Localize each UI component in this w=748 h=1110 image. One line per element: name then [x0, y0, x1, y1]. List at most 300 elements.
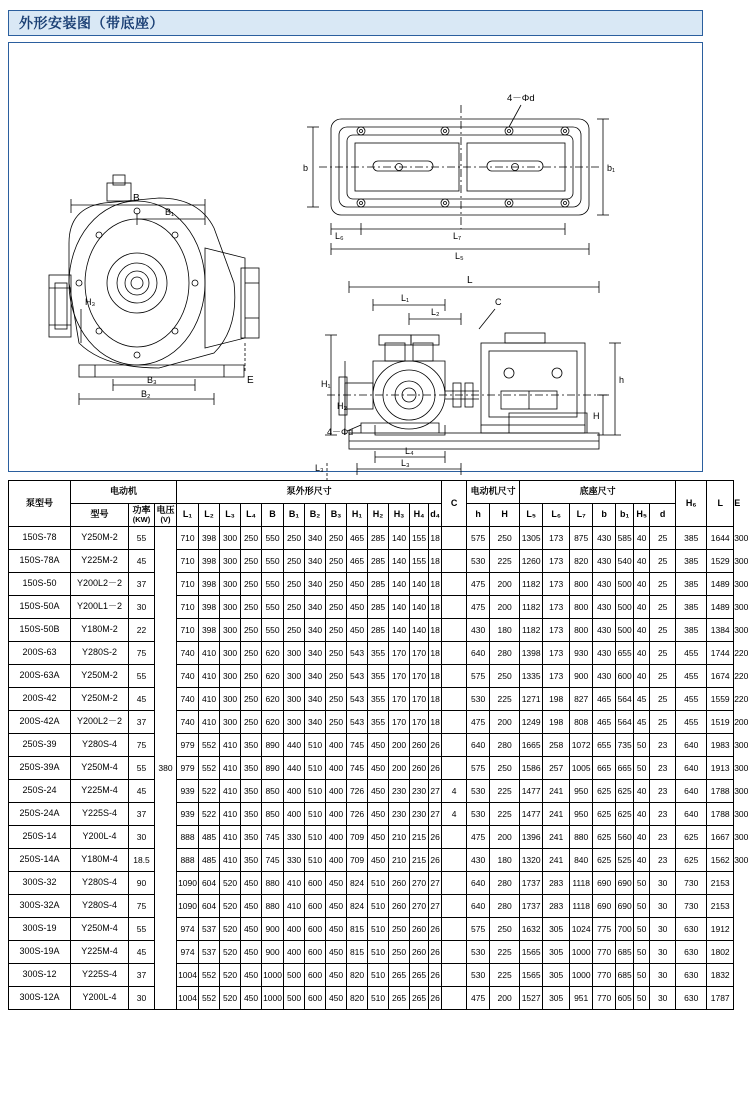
- cell-B2: 600: [305, 964, 326, 987]
- cell-H2: 510: [368, 941, 389, 964]
- cell-B2: 510: [305, 803, 326, 826]
- cell-L1: 710: [177, 527, 199, 550]
- cell-L4: 450: [241, 987, 262, 1010]
- svg-text:L₁: L₁: [401, 293, 410, 303]
- table-row: 200S-42A Y200L2－2 37 740 410 300 250 620 300 340 250 543 355 170 170 18 475 200 1249 198 808 465 564 45 25 455 1519 200: [9, 711, 734, 734]
- cell-h: 530: [467, 803, 490, 826]
- cell-L2: 410: [199, 642, 220, 665]
- th-h6: H₆: [676, 481, 707, 527]
- th-b: b: [593, 504, 616, 527]
- cell-H6: 455: [676, 711, 707, 734]
- cell-L7: 900: [570, 665, 593, 688]
- cell-L: 1788: [707, 780, 734, 803]
- th-L6: L₆: [543, 504, 570, 527]
- cell-B1: 400: [284, 918, 305, 941]
- svg-text:b₁: b₁: [607, 163, 616, 173]
- cell-power: 75: [129, 734, 155, 757]
- cell-L5: 1665: [520, 734, 543, 757]
- cell-H4: 265: [410, 987, 429, 1010]
- cell-b: 465: [593, 711, 616, 734]
- cell-B2: 340: [305, 573, 326, 596]
- table-row: [9, 964, 734, 987]
- cell-pump-model: 150S-78: [9, 527, 71, 550]
- cell-pump-model: 250S-24: [9, 780, 71, 803]
- cell-H1: 450: [347, 619, 368, 642]
- cell-B3: 450: [326, 872, 347, 895]
- cell-L3: 410: [220, 734, 241, 757]
- cell-d: 25: [650, 619, 676, 642]
- cell-C: [442, 550, 467, 573]
- cell-motor-model: Y200L2－2: [71, 711, 129, 734]
- cell-B: 620: [262, 665, 284, 688]
- cell-H2: 450: [368, 826, 389, 849]
- table-row: 200S-42 Y250M-2 45 740 410 300 250 620 300 340 250 543 355 170 170 18 530 225 1271 198 827 465 564 45 25 455 1559 220: [9, 688, 734, 711]
- cell-H2: 285: [368, 550, 389, 573]
- cell-L6: 173: [543, 596, 570, 619]
- cell-H4: 230: [410, 803, 429, 826]
- cell-L6: 173: [543, 619, 570, 642]
- cell-B: 745: [262, 826, 284, 849]
- cell-B2: 600: [305, 872, 326, 895]
- cell-motor-model: Y200L-4: [71, 826, 129, 849]
- cell-H5: 40: [634, 849, 650, 872]
- cell-B2: 510: [305, 849, 326, 872]
- cell-L4: 250: [241, 642, 262, 665]
- cell-L1: 710: [177, 550, 199, 573]
- cell-L6: 173: [543, 642, 570, 665]
- svg-text:4－Φd: 4－Φd: [327, 427, 354, 437]
- cell-pump-model: 300S-12A: [9, 987, 71, 1010]
- cell-L6: 173: [543, 527, 570, 550]
- cell-L1: 974: [177, 941, 199, 964]
- cell-L2: 410: [199, 665, 220, 688]
- cell-H5: 50: [634, 964, 650, 987]
- cell-pump-model: 200S-42A: [9, 711, 71, 734]
- cell-H: 200: [490, 826, 520, 849]
- cell-H5: 50: [634, 734, 650, 757]
- cell-h: 640: [467, 895, 490, 918]
- cell-d4: 18: [429, 711, 442, 734]
- cell-B1: 440: [284, 757, 305, 780]
- cell-L7: 1072: [570, 734, 593, 757]
- cell-H: 225: [490, 550, 520, 573]
- cell-L5: 1527: [520, 987, 543, 1010]
- cell-power: 30: [129, 987, 155, 1010]
- cell-L5: 1565: [520, 941, 543, 964]
- cell-H: 200: [490, 596, 520, 619]
- cell-L: 1644: [707, 527, 734, 550]
- cell-B3: 450: [326, 964, 347, 987]
- cell-H6: 730: [676, 872, 707, 895]
- cell-d: 25: [650, 573, 676, 596]
- svg-text:H: H: [593, 411, 600, 421]
- cell-L7: 1024: [570, 918, 593, 941]
- th-d4: d₄: [429, 504, 442, 527]
- cell-L1: 710: [177, 596, 199, 619]
- th-B: B: [262, 504, 284, 527]
- cell-L7: 1118: [570, 895, 593, 918]
- cell-b1: 540: [616, 550, 634, 573]
- cell-L: 1802: [707, 941, 734, 964]
- cell-B1: 500: [284, 964, 305, 987]
- cell-H2: 285: [368, 527, 389, 550]
- cell-power: 18.5: [129, 849, 155, 872]
- cell-b: 625: [593, 780, 616, 803]
- cell-h: 475: [467, 573, 490, 596]
- cell-d: 25: [650, 642, 676, 665]
- cell-H2: 285: [368, 573, 389, 596]
- cell-C: [442, 527, 467, 550]
- cell-B2: 510: [305, 757, 326, 780]
- cell-motor-model: Y280S-4: [71, 734, 129, 757]
- cell-d: 23: [650, 849, 676, 872]
- cell-H5: 40: [634, 550, 650, 573]
- cell-power: 75: [129, 895, 155, 918]
- cell-H3: 250: [389, 941, 410, 964]
- cell-H: 225: [490, 941, 520, 964]
- cell-L4: 350: [241, 803, 262, 826]
- cell-L7: 808: [570, 711, 593, 734]
- cell-L5: 1477: [520, 803, 543, 826]
- cell-d4: 27: [429, 872, 442, 895]
- cell-b: 430: [593, 642, 616, 665]
- cell-H6: 640: [676, 757, 707, 780]
- cell-B1: 300: [284, 642, 305, 665]
- cell-H4: 260: [410, 734, 429, 757]
- th-B3: B₃: [326, 504, 347, 527]
- cell-B3: 250: [326, 596, 347, 619]
- cell-H4: 170: [410, 642, 429, 665]
- cell-L7: 880: [570, 826, 593, 849]
- cell-L: 1913: [707, 757, 734, 780]
- cell-L5: 1335: [520, 665, 543, 688]
- cell-L6: 305: [543, 941, 570, 964]
- cell-H: 250: [490, 918, 520, 941]
- cell-C: [442, 596, 467, 619]
- cell-H6: 385: [676, 596, 707, 619]
- spec-table-wrap: [8, 480, 748, 1010]
- cell-b1: 564: [616, 688, 634, 711]
- cell-H1: 543: [347, 665, 368, 688]
- cell-B3: 400: [326, 734, 347, 757]
- cell-H2: 510: [368, 872, 389, 895]
- cell-B2: 340: [305, 550, 326, 573]
- cell-motor-model: Y225M-2: [71, 550, 129, 573]
- cell-d4: 18: [429, 573, 442, 596]
- cell-H: 180: [490, 619, 520, 642]
- th-B2: B₂: [305, 504, 326, 527]
- cell-B1: 250: [284, 527, 305, 550]
- cell-H4: 270: [410, 895, 429, 918]
- cell-b1: 500: [616, 596, 634, 619]
- cell-pump-model: 300S-32: [9, 872, 71, 895]
- cell-motor-model: Y180M-4: [71, 849, 129, 872]
- cell-L2: 552: [199, 757, 220, 780]
- cell-motor-model: Y225S-4: [71, 964, 129, 987]
- cell-B: 890: [262, 734, 284, 757]
- cell-b: 770: [593, 987, 616, 1010]
- cell-motor-model: Y250M-4: [71, 918, 129, 941]
- cell-b: 690: [593, 872, 616, 895]
- cell-L5: 1477: [520, 780, 543, 803]
- cell-L2: 522: [199, 780, 220, 803]
- cell-pump-model: 250S-24A: [9, 803, 71, 826]
- cell-H4: 140: [410, 596, 429, 619]
- cell-B2: 340: [305, 642, 326, 665]
- cell-H5: 40: [634, 803, 650, 826]
- cell-L3: 300: [220, 527, 241, 550]
- cell-L: 1744: [707, 642, 734, 665]
- cell-H2: 450: [368, 803, 389, 826]
- cell-B1: 410: [284, 895, 305, 918]
- cell-L1: 979: [177, 734, 199, 757]
- cell-B1: 250: [284, 596, 305, 619]
- cell-motor-model: Y250M-2: [71, 527, 129, 550]
- cell-B3: 450: [326, 941, 347, 964]
- cell-d: 30: [650, 895, 676, 918]
- cell-H3: 200: [389, 734, 410, 757]
- cell-B1: 410: [284, 872, 305, 895]
- cell-H4: 260: [410, 757, 429, 780]
- cell-L7: 1000: [570, 964, 593, 987]
- cell-L: 1674: [707, 665, 734, 688]
- cell-motor-model: Y250M-2: [71, 665, 129, 688]
- page-title-bar: [8, 10, 703, 36]
- cell-H6: 625: [676, 826, 707, 849]
- cell-L5: 1565: [520, 964, 543, 987]
- table-row: 250S-39 Y280S-4 75 979 552 410 350 890 440 510 400 745 450 200 260 26 640 280 1665 258 1072 655 735 50 23 640 1983 300: [9, 734, 734, 757]
- cell-L5: 1398: [520, 642, 543, 665]
- cell-pump-model: 150S-78A: [9, 550, 71, 573]
- cell-L3: 410: [220, 826, 241, 849]
- cell-B: 1000: [262, 987, 284, 1010]
- cell-L7: 950: [570, 780, 593, 803]
- cell-L1: 740: [177, 642, 199, 665]
- cell-b1: 690: [616, 895, 634, 918]
- cell-b: 775: [593, 918, 616, 941]
- cell-power: 30: [129, 826, 155, 849]
- cell-H3: 230: [389, 780, 410, 803]
- cell-b1: 560: [616, 826, 634, 849]
- th-d: d: [650, 504, 676, 527]
- cell-H2: 355: [368, 711, 389, 734]
- svg-text:L₃: L₃: [315, 463, 324, 473]
- cell-H5: 40: [634, 665, 650, 688]
- cell-h: 530: [467, 941, 490, 964]
- cell-H3: 210: [389, 826, 410, 849]
- cell-H6: 640: [676, 780, 707, 803]
- cell-L3: 410: [220, 849, 241, 872]
- cell-H1: 543: [347, 642, 368, 665]
- cell-L3: 300: [220, 573, 241, 596]
- cell-b: 430: [593, 573, 616, 596]
- cell-L1: 888: [177, 849, 199, 872]
- cell-H5: 40: [634, 596, 650, 619]
- cell-L2: 398: [199, 619, 220, 642]
- cell-B3: 400: [326, 803, 347, 826]
- th-power: 功率 (KW): [129, 504, 155, 527]
- cell-L3: 300: [220, 711, 241, 734]
- cell-B2: 340: [305, 665, 326, 688]
- cell-H: 250: [490, 665, 520, 688]
- svg-text:C: C: [495, 297, 502, 307]
- cell-B3: 400: [326, 757, 347, 780]
- cell-L4: 250: [241, 573, 262, 596]
- cell-H4: 155: [410, 550, 429, 573]
- cell-C: [442, 619, 467, 642]
- cell-L7: 1000: [570, 941, 593, 964]
- cell-B2: 510: [305, 734, 326, 757]
- cell-b: 655: [593, 734, 616, 757]
- th-L2: L₂: [199, 504, 220, 527]
- cell-H3: 140: [389, 550, 410, 573]
- cell-H1: 726: [347, 803, 368, 826]
- cell-H2: 450: [368, 849, 389, 872]
- cell-h: 575: [467, 665, 490, 688]
- cell-motor-model: Y225M-4: [71, 780, 129, 803]
- cell-pump-model: 200S-63: [9, 642, 71, 665]
- cell-H1: 543: [347, 711, 368, 734]
- cell-H6: 640: [676, 734, 707, 757]
- cell-L6: 198: [543, 688, 570, 711]
- svg-text:B₁: B₁: [165, 207, 175, 217]
- cell-b1: 600: [616, 665, 634, 688]
- cell-L3: 300: [220, 665, 241, 688]
- cell-motor-model: Y225M-4: [71, 941, 129, 964]
- cell-L7: 1005: [570, 757, 593, 780]
- cell-B: 550: [262, 573, 284, 596]
- cell-L5: 1320: [520, 849, 543, 872]
- cell-L1: 939: [177, 803, 199, 826]
- cell-L2: 604: [199, 872, 220, 895]
- cell-H: 200: [490, 711, 520, 734]
- th-H1: H₁: [347, 504, 368, 527]
- cell-H1: 450: [347, 596, 368, 619]
- cell-B3: 250: [326, 619, 347, 642]
- cell-C: [442, 573, 467, 596]
- th-l: L: [707, 481, 734, 527]
- cell-H1: 726: [347, 780, 368, 803]
- cell-d4: 26: [429, 757, 442, 780]
- cell-B: 550: [262, 527, 284, 550]
- cell-L2: 552: [199, 987, 220, 1010]
- cell-L: 1788: [707, 803, 734, 826]
- cell-H5: 50: [634, 987, 650, 1010]
- cell-h: 640: [467, 642, 490, 665]
- cell-L1: 939: [177, 780, 199, 803]
- page-title: 外形安装图（带底座）: [19, 15, 164, 31]
- cell-B: 850: [262, 803, 284, 826]
- cell-C: [442, 711, 467, 734]
- cell-H: 200: [490, 987, 520, 1010]
- cell-H3: 170: [389, 711, 410, 734]
- cell-C: [442, 757, 467, 780]
- cell-B: 620: [262, 688, 284, 711]
- th-motor-group: 电动机: [71, 481, 177, 504]
- cell-L3: 300: [220, 688, 241, 711]
- cell-H3: 140: [389, 596, 410, 619]
- svg-text:L₆: L₆: [335, 231, 344, 241]
- cell-b1: 655: [616, 642, 634, 665]
- cell-L2: 537: [199, 941, 220, 964]
- cell-L7: 950: [570, 803, 593, 826]
- svg-text:L₃: L₃: [401, 458, 410, 468]
- table-row: 200S-63 Y280S-2 75 740 410 300 250 620 300 340 250 543 355 170 170 18 640 280 1398 173 930 430 655 40 25 455 1744 220: [9, 642, 734, 665]
- cell-B3: 250: [326, 711, 347, 734]
- cell-L3: 520: [220, 918, 241, 941]
- cell-motor-model: Y200L1－2: [71, 596, 129, 619]
- cell-L7: 1118: [570, 872, 593, 895]
- cell-H5: 50: [634, 757, 650, 780]
- cell-power: 22: [129, 619, 155, 642]
- cell-H: 225: [490, 688, 520, 711]
- table-row: 250S-39A Y250M-4 55 979 552 410 350 890 440 510 400 745 450 200 260 26 575 250 1586 257 1005 665 665 50 23 640 1913 300: [9, 757, 734, 780]
- cell-H4: 270: [410, 872, 429, 895]
- cell-H: 225: [490, 964, 520, 987]
- cell-d4: 18: [429, 550, 442, 573]
- cell-power: 45: [129, 550, 155, 573]
- cell-motor-model: Y225S-4: [71, 803, 129, 826]
- cell-H1: 465: [347, 527, 368, 550]
- cell-H1: 465: [347, 550, 368, 573]
- cell-d4: 18: [429, 596, 442, 619]
- cell-H1: 824: [347, 872, 368, 895]
- table-row: 150S-50B Y180M-2 22 710 398 300 250 550 250 340 250 450 285 140 140 18 430 180 1182 173 800 430 500 40 25 385 1384 300: [9, 619, 734, 642]
- cell-power: 37: [129, 964, 155, 987]
- cell-b1: 700: [616, 918, 634, 941]
- cell-C: [442, 918, 467, 941]
- cell-H: 250: [490, 757, 520, 780]
- cell-B1: 300: [284, 711, 305, 734]
- cell-b: 665: [593, 757, 616, 780]
- cell-H1: 745: [347, 734, 368, 757]
- cell-H4: 215: [410, 826, 429, 849]
- cell-pump-model: 300S-19: [9, 918, 71, 941]
- cell-H6: 630: [676, 941, 707, 964]
- cell-power: 55: [129, 918, 155, 941]
- cell-L5: 1396: [520, 826, 543, 849]
- cell-C: [442, 826, 467, 849]
- cell-B1: 330: [284, 849, 305, 872]
- cell-H6: 455: [676, 688, 707, 711]
- cell-L: 1489: [707, 596, 734, 619]
- svg-text:H₃: H₃: [85, 297, 96, 307]
- cell-H2: 355: [368, 688, 389, 711]
- cell-L7: 875: [570, 527, 593, 550]
- cell-B3: 400: [326, 780, 347, 803]
- cell-B: 1000: [262, 964, 284, 987]
- cell-L6: 305: [543, 964, 570, 987]
- cell-d4: 18: [429, 665, 442, 688]
- cell-L: 1832: [707, 964, 734, 987]
- cell-L2: 410: [199, 711, 220, 734]
- th-L4: L₄: [241, 504, 262, 527]
- cell-C: [442, 895, 467, 918]
- cell-L4: 250: [241, 596, 262, 619]
- cell-h: 530: [467, 688, 490, 711]
- cell-power: 45: [129, 941, 155, 964]
- cell-pump-model: 250S-39A: [9, 757, 71, 780]
- th-c: C: [442, 481, 467, 527]
- cell-L6: 241: [543, 849, 570, 872]
- cell-b: 625: [593, 826, 616, 849]
- cell-B2: 600: [305, 918, 326, 941]
- cell-L6: 305: [543, 987, 570, 1010]
- cell-h: 475: [467, 711, 490, 734]
- cell-L2: 398: [199, 573, 220, 596]
- cell-H2: 285: [368, 619, 389, 642]
- cell-C: [442, 642, 467, 665]
